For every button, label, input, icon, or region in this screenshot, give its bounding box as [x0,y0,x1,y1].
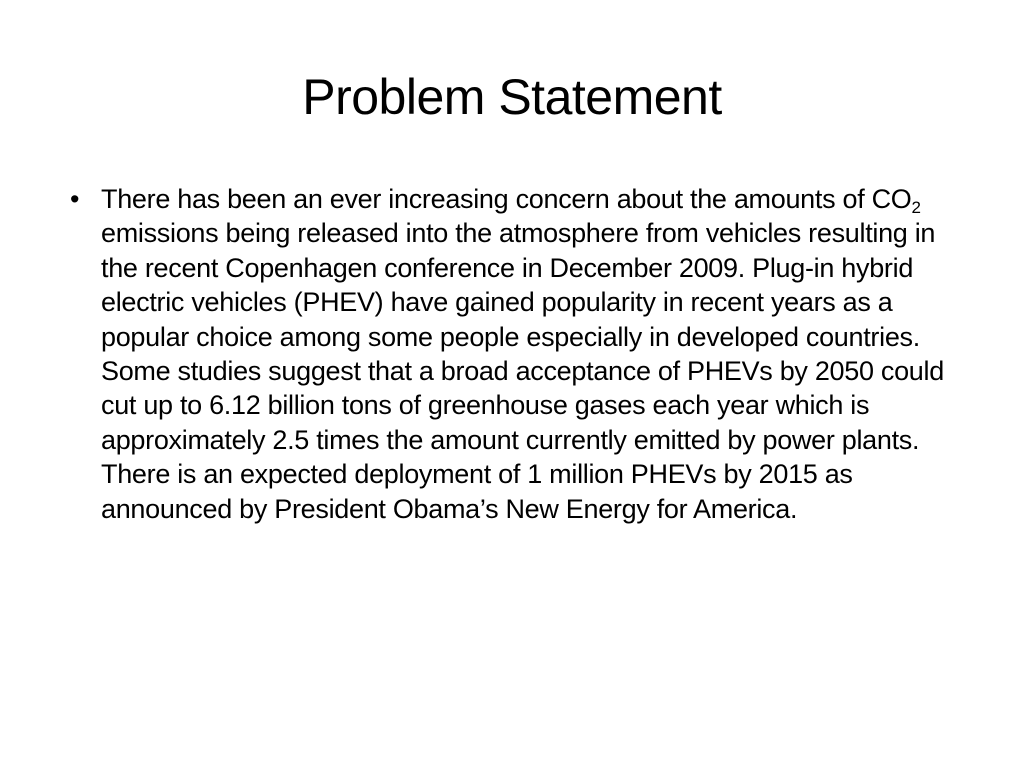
bullet-text-after: emissions being released into the atmosphere from vehicles resulting in the recent Copenhagen conference in December 2009. Plug-in hybrid electric vehicles (PHEV) have gained popularity in recent years as a popular choice among some people especially in developed countries. Some studies suggest that a broad acceptance of PHEVs by 2050 could cut up to 6.12 billion tons of greenhouse gases each year which is approximately 2.5 times the amount currently emitted by power plants. There is an expected deployment of 1 million PHEVs by 2015 as announced by President Obama’s New Energy for America. [101,218,944,524]
bullet-list [70,182,962,526]
bullet-text-before: There has been an ever increasing concern about the amounts of CO [101,184,912,214]
slide-title: Problem Statement [302,69,722,125]
bullet-marker: • [70,184,80,214]
co2-subscript: 2 [911,198,921,217]
bullet-text [101,184,944,524]
bullet-item [70,182,962,526]
